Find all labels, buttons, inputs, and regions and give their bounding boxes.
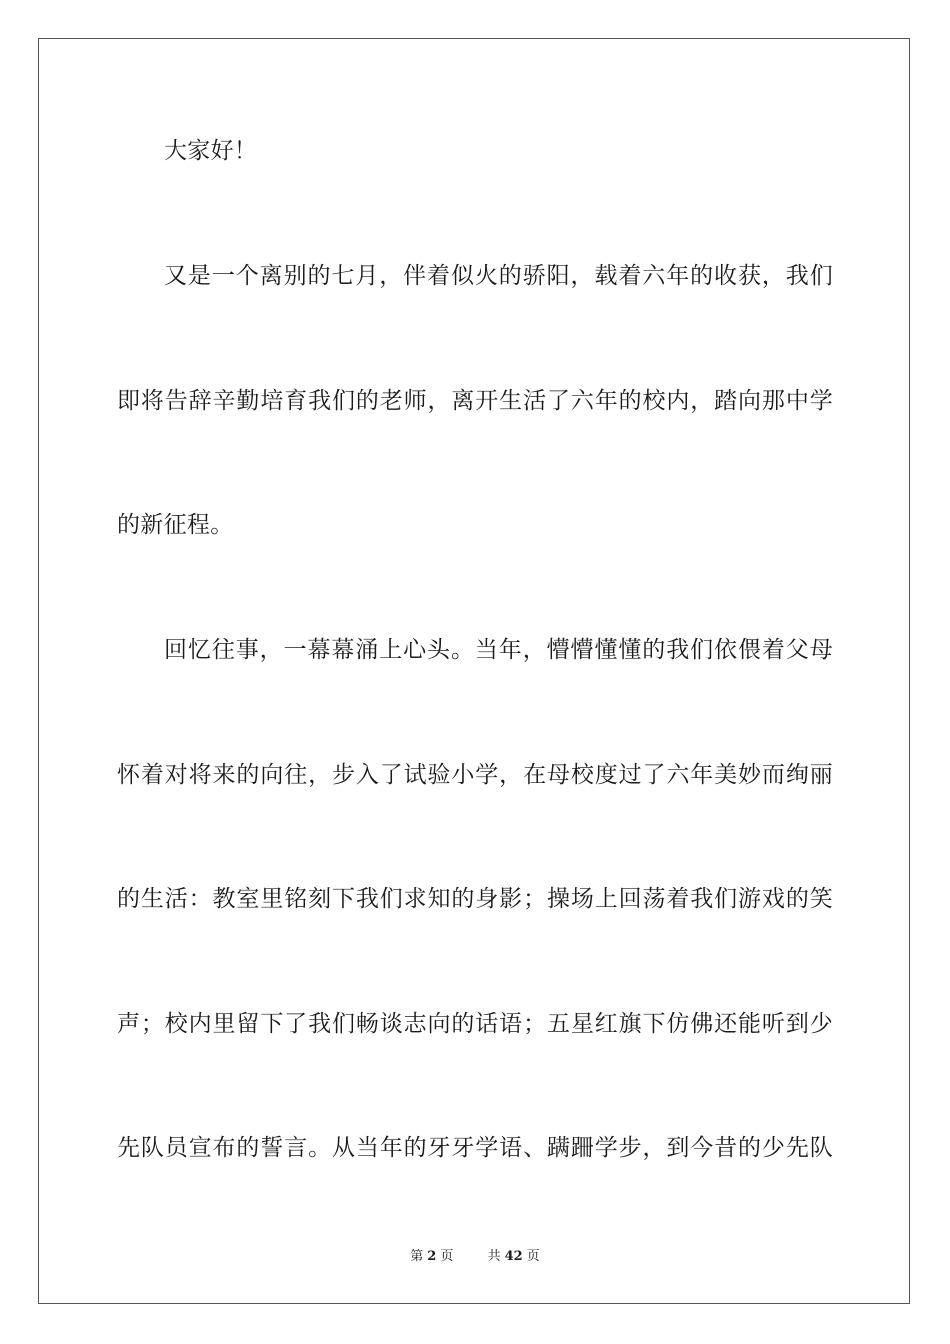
paragraph-2-line-2: 怀着对将来的向往，步入了试验小学，在母校度过了六年美妙而绚丽 xyxy=(117,762,833,788)
paragraph-2-line-3: 的生活：教室里铭刻下我们求知的身影；操场上回荡着我们游戏的笑 xyxy=(117,886,833,912)
paragraph-1-line-1: 又是一个离别的七月，伴着似火的骄阳，载着六年的收获，我们 xyxy=(164,263,833,289)
page-frame xyxy=(38,38,910,1304)
paragraph-2-line-1: 回忆往事，一幕幕涌上心头。当年，懵懵懂懂的我们依偎着父母 xyxy=(164,637,833,663)
paragraph-1-line-3: 的新征程。 xyxy=(117,512,234,538)
paragraph-1-line-2: 即将告辞辛勤培育我们的老师，离开生活了六年的校内，踏向那中学 xyxy=(117,388,833,414)
page-number: 第 2 页 xyxy=(410,1249,454,1264)
paragraph-2-line-4: 声；校内里留下了我们畅谈志向的话语；五星红旗下仿佛还能听到少 xyxy=(117,1011,833,1037)
greeting-line: 大家好！ xyxy=(164,138,258,164)
total-pages: 共 42 页 xyxy=(487,1249,540,1264)
paragraph-2-line-5: 先队员宣布的誓言。从当年的牙牙学语、蹒跚学步，到今昔的少先队 xyxy=(117,1135,833,1161)
page-footer xyxy=(0,1248,950,1266)
